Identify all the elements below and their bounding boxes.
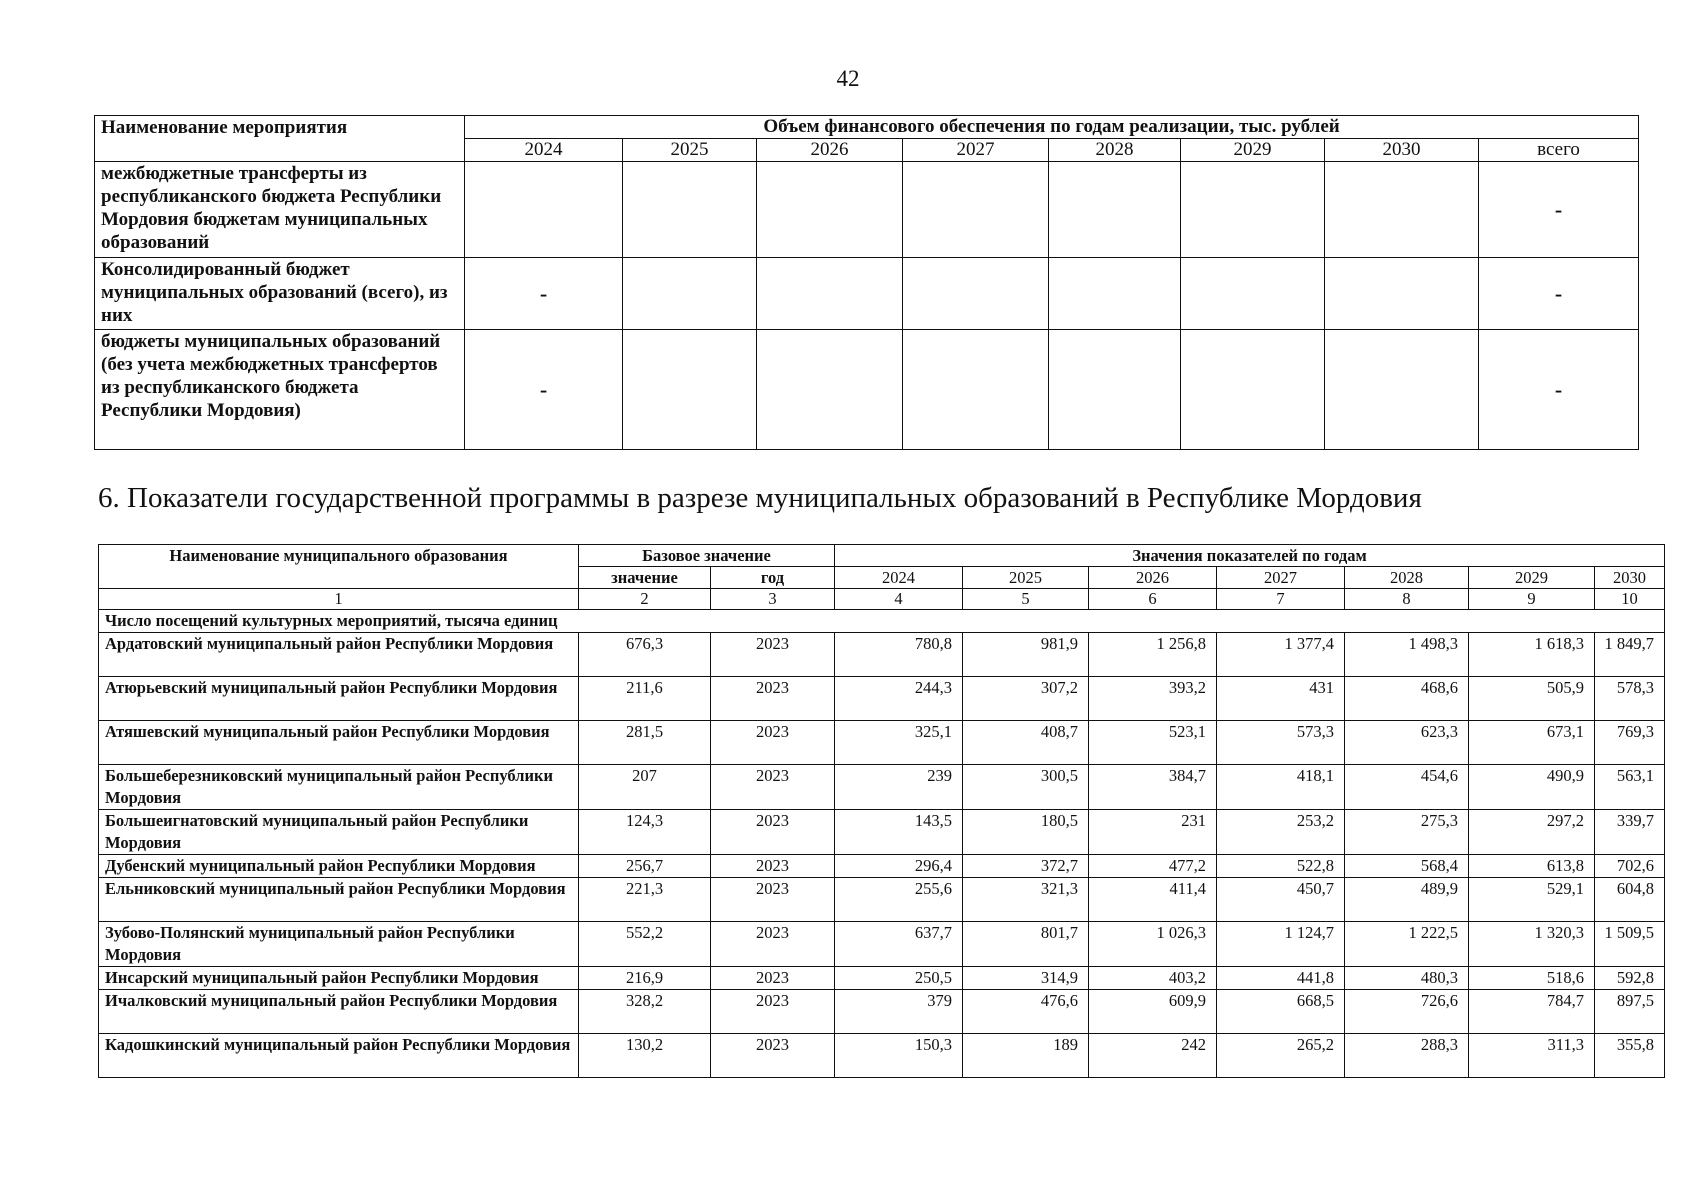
base-year-cell: 2023 — [711, 990, 835, 1034]
year-value-cell: 623,3 — [1345, 721, 1469, 765]
year-value-cell: 784,7 — [1469, 990, 1595, 1034]
year-value-cell: 490,9 — [1469, 765, 1595, 810]
year-value-cell: 637,7 — [835, 922, 963, 967]
year-value-cell: 314,9 — [963, 967, 1089, 990]
year-value-cell: 189 — [963, 1034, 1089, 1078]
year-value-cell: 468,6 — [1345, 677, 1469, 721]
year-value-cell: 523,1 — [1089, 721, 1217, 765]
funding-cell — [1049, 258, 1181, 330]
base-year-cell: 2023 — [711, 878, 835, 922]
year-value-cell: 321,3 — [963, 878, 1089, 922]
year-value-cell: 418,1 — [1217, 765, 1345, 810]
year-value-cell: 384,7 — [1089, 765, 1217, 810]
year-value-cell: 311,3 — [1469, 1034, 1595, 1078]
year-value-cell: 296,4 — [835, 855, 963, 878]
year-value-cell: 143,5 — [835, 810, 963, 855]
year-value-cell: 454,6 — [1345, 765, 1469, 810]
base-year-cell: 2023 — [711, 1034, 835, 1078]
funding-cell — [757, 162, 903, 258]
year-value-cell: 150,3 — [835, 1034, 963, 1078]
year-value-cell: 242 — [1089, 1034, 1217, 1078]
funding-cell: - — [465, 330, 623, 450]
year-value-cell: 769,3 — [1595, 721, 1665, 765]
table-row — [99, 1034, 1665, 1078]
year-value-cell: 355,8 — [1595, 1034, 1665, 1078]
funding-cell — [903, 258, 1049, 330]
year-value-cell: 1 849,7 — [1595, 633, 1665, 677]
funding-year-header: 2029 — [1181, 139, 1325, 162]
base-value-cell: 281,5 — [579, 721, 711, 765]
column-number-row — [99, 589, 1665, 610]
municipality-name: Большеигнатовский муниципальный район Республики Мордовия — [99, 810, 579, 855]
funding-name-header: Наименование мероприятия — [95, 116, 465, 162]
table-row — [99, 855, 1665, 878]
year-value-cell: 568,4 — [1345, 855, 1469, 878]
column-number: 7 — [1217, 589, 1345, 610]
year-value-cell: 673,1 — [1469, 721, 1595, 765]
table-row — [95, 330, 1639, 450]
base-year-cell: 2023 — [711, 765, 835, 810]
base-value-cell: 328,2 — [579, 990, 711, 1034]
year-value-cell: 518,6 — [1469, 967, 1595, 990]
funding-cell — [623, 258, 757, 330]
table-row — [99, 967, 1665, 990]
year-value-cell: 477,2 — [1089, 855, 1217, 878]
column-number: 1 — [99, 589, 579, 610]
year-value-cell: 780,8 — [835, 633, 963, 677]
funding-cell — [623, 330, 757, 450]
table-row — [99, 990, 1665, 1034]
year-header: 2025 — [963, 567, 1089, 589]
municipality-name-header: Наименование муниципального образования — [99, 545, 579, 589]
table-row — [99, 810, 1665, 855]
municipality-name: Большеберезниковский муниципальный район Республики Мордовия — [99, 765, 579, 810]
year-value-cell: 668,5 — [1217, 990, 1345, 1034]
year-header: 2028 — [1345, 567, 1469, 589]
year-value-cell: 609,9 — [1089, 990, 1217, 1034]
funding-cell — [465, 162, 623, 258]
municipality-name: Ичалковский муниципальный район Республики Мордовия — [99, 990, 579, 1034]
municipality-name: Кадошкинский муниципальный район Республики Мордовия — [99, 1034, 579, 1078]
year-value-cell: 393,2 — [1089, 677, 1217, 721]
year-value-cell: 726,6 — [1345, 990, 1469, 1034]
funding-table — [94, 115, 1639, 450]
funding-cell — [1181, 330, 1325, 450]
municipality-name: Зубово-Полянский муниципальный район Республики Мордовия — [99, 922, 579, 967]
table-row — [95, 258, 1639, 330]
year-value-cell: 981,9 — [963, 633, 1089, 677]
year-value-cell: 522,8 — [1217, 855, 1345, 878]
funding-cell — [1325, 330, 1479, 450]
base-value-cell: 207 — [579, 765, 711, 810]
year-value-cell: 255,6 — [835, 878, 963, 922]
funding-row-name: бюджеты муниципальных образований (без учета межбюджетных трансфертов из республиканского бюджета Республики Мордовия) — [95, 330, 465, 450]
base-value-subheader: значение — [579, 567, 711, 589]
year-value-cell: 476,6 — [963, 990, 1089, 1034]
year-value-cell: 450,7 — [1217, 878, 1345, 922]
base-value-cell: 130,2 — [579, 1034, 711, 1078]
year-value-cell: 613,8 — [1469, 855, 1595, 878]
base-value-header: Базовое значение — [579, 545, 835, 567]
year-value-cell: 288,3 — [1345, 1034, 1469, 1078]
year-value-cell: 897,5 — [1595, 990, 1665, 1034]
year-header: 2030 — [1595, 567, 1665, 589]
funding-cell: - — [1479, 258, 1639, 330]
base-value-cell: 676,3 — [579, 633, 711, 677]
table-row — [99, 721, 1665, 765]
year-value-cell: 1 498,3 — [1345, 633, 1469, 677]
funding-row-name: межбюджетные трансферты из республиканского бюджета Республики Мордовия бюджетам муниципальных образований — [95, 162, 465, 258]
funding-cell — [623, 162, 757, 258]
base-value-cell: 552,2 — [579, 922, 711, 967]
funding-year-header: 2025 — [623, 139, 757, 162]
table-row — [99, 765, 1665, 810]
year-value-cell: 180,5 — [963, 810, 1089, 855]
year-value-cell: 801,7 — [963, 922, 1089, 967]
year-value-cell: 1 222,5 — [1345, 922, 1469, 967]
table-row — [99, 878, 1665, 922]
funding-cell: - — [1479, 330, 1639, 450]
column-number: 9 — [1469, 589, 1595, 610]
year-value-cell: 411,4 — [1089, 878, 1217, 922]
year-value-cell: 1 124,7 — [1217, 922, 1345, 967]
year-value-cell: 431 — [1217, 677, 1345, 721]
base-value-cell: 221,3 — [579, 878, 711, 922]
year-value-cell: 1 618,3 — [1469, 633, 1595, 677]
base-value-cell: 216,9 — [579, 967, 711, 990]
funding-year-header: 2026 — [757, 139, 903, 162]
table-row — [99, 677, 1665, 721]
funding-cell: - — [1479, 162, 1639, 258]
year-value-cell: 1 256,8 — [1089, 633, 1217, 677]
indicators-table — [98, 544, 1665, 1078]
funding-cell — [1181, 162, 1325, 258]
yearly-values-header: Значения показателей по годам — [835, 545, 1665, 567]
municipality-name: Атяшевский муниципальный район Республики Мордовия — [99, 721, 579, 765]
funding-year-header: 2030 — [1325, 139, 1479, 162]
municipality-name: Дубенский муниципальный район Республики Мордовия — [99, 855, 579, 878]
funding-cell — [903, 330, 1049, 450]
year-value-cell: 529,1 — [1469, 878, 1595, 922]
year-value-cell: 403,2 — [1089, 967, 1217, 990]
funding-year-header: 2027 — [903, 139, 1049, 162]
funding-cell — [1325, 258, 1479, 330]
year-value-cell: 505,9 — [1469, 677, 1595, 721]
year-value-cell: 300,5 — [963, 765, 1089, 810]
funding-row-name: Консолидированный бюджет муниципальных образований (всего), из них — [95, 258, 465, 330]
funding-year-header: 2024 — [465, 139, 623, 162]
year-value-cell: 307,2 — [963, 677, 1089, 721]
base-year-cell: 2023 — [711, 633, 835, 677]
year-value-cell: 231 — [1089, 810, 1217, 855]
year-header: 2026 — [1089, 567, 1217, 589]
base-year-cell: 2023 — [711, 721, 835, 765]
funding-total-header: всего — [1479, 139, 1639, 162]
year-value-cell: 408,7 — [963, 721, 1089, 765]
year-value-cell: 325,1 — [835, 721, 963, 765]
base-value-cell: 211,6 — [579, 677, 711, 721]
year-value-cell: 379 — [835, 990, 963, 1034]
funding-cell — [757, 330, 903, 450]
base-year-cell: 2023 — [711, 967, 835, 990]
funding-cell — [1181, 258, 1325, 330]
year-value-cell: 573,3 — [1217, 721, 1345, 765]
year-value-cell: 1 026,3 — [1089, 922, 1217, 967]
year-header: 2027 — [1217, 567, 1345, 589]
year-value-cell: 239 — [835, 765, 963, 810]
year-value-cell: 265,2 — [1217, 1034, 1345, 1078]
base-year-subheader: год — [711, 567, 835, 589]
year-value-cell: 1 320,3 — [1469, 922, 1595, 967]
funding-cell — [1049, 162, 1181, 258]
column-number: 5 — [963, 589, 1089, 610]
column-number: 8 — [1345, 589, 1469, 610]
funding-volume-header: Объем финансового обеспечения по годам реализации, тыс. рублей — [465, 116, 1639, 139]
year-value-cell: 563,1 — [1595, 765, 1665, 810]
base-year-cell: 2023 — [711, 810, 835, 855]
funding-cell — [1325, 162, 1479, 258]
year-value-cell: 702,6 — [1595, 855, 1665, 878]
column-number: 4 — [835, 589, 963, 610]
funding-cell — [757, 258, 903, 330]
column-number: 2 — [579, 589, 711, 610]
year-value-cell: 297,2 — [1469, 810, 1595, 855]
year-header: 2029 — [1469, 567, 1595, 589]
year-value-cell: 244,3 — [835, 677, 963, 721]
year-value-cell: 275,3 — [1345, 810, 1469, 855]
column-number: 6 — [1089, 589, 1217, 610]
base-value-cell: 256,7 — [579, 855, 711, 878]
year-value-cell: 441,8 — [1217, 967, 1345, 990]
year-value-cell: 253,2 — [1217, 810, 1345, 855]
base-year-cell: 2023 — [711, 922, 835, 967]
year-value-cell: 1 377,4 — [1217, 633, 1345, 677]
funding-cell — [1049, 330, 1181, 450]
municipality-name: Ельниковский муниципальный район Республики Мордовия — [99, 878, 579, 922]
column-number: 10 — [1595, 589, 1665, 610]
year-value-cell: 604,8 — [1595, 878, 1665, 922]
page-number: 42 — [836, 66, 860, 91]
year-header: 2024 — [835, 567, 963, 589]
year-value-cell: 250,5 — [835, 967, 963, 990]
base-year-cell: 2023 — [711, 677, 835, 721]
table-row — [99, 922, 1665, 967]
section-title: 6. Показатели государственной программы в разрезе муниципальных образований в Республике Мордовия — [98, 482, 1422, 514]
table-row — [95, 162, 1639, 258]
municipality-name: Ардатовский муниципальный район Республики Мордовия — [99, 633, 579, 677]
year-value-cell: 592,8 — [1595, 967, 1665, 990]
municipality-name: Инсарский муниципальный район Республики Мордовия — [99, 967, 579, 990]
year-value-cell: 1 509,5 — [1595, 922, 1665, 967]
base-value-cell: 124,3 — [579, 810, 711, 855]
funding-cell: - — [465, 258, 623, 330]
municipality-name: Атюрьевский муниципальный район Республики Мордовия — [99, 677, 579, 721]
year-value-cell: 489,9 — [1345, 878, 1469, 922]
base-year-cell: 2023 — [711, 855, 835, 878]
year-value-cell: 339,7 — [1595, 810, 1665, 855]
indicator-group-title: Число посещений культурных мероприятий, тысяча единиц — [99, 610, 1665, 633]
funding-year-header: 2028 — [1049, 139, 1181, 162]
year-value-cell: 372,7 — [963, 855, 1089, 878]
year-value-cell: 578,3 — [1595, 677, 1665, 721]
year-value-cell: 480,3 — [1345, 967, 1469, 990]
funding-cell — [903, 162, 1049, 258]
table-row — [99, 633, 1665, 677]
column-number: 3 — [711, 589, 835, 610]
